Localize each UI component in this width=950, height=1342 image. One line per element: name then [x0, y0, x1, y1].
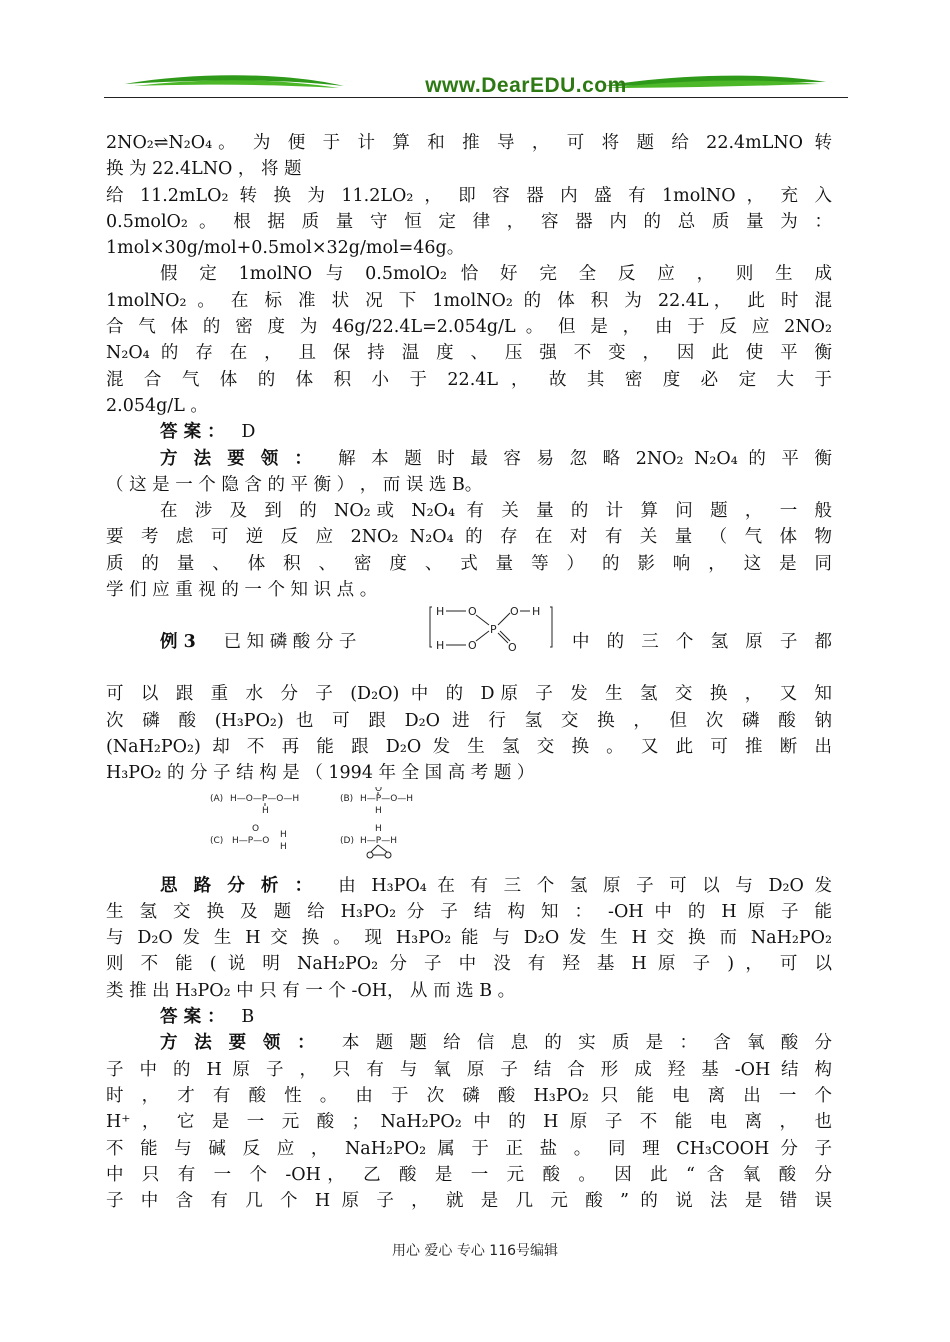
- text-line: 假 定 1molNO 与 0.5molO₂ 恰 好 完 全 反 应 ， 则 生 成: [160, 264, 832, 285]
- answer-line: [106, 419, 832, 445]
- svg-text:H: H: [280, 829, 287, 840]
- text-line: 与 D₂O 发 生 H 交 换 。 现 H₃PO₂ 能 与 D₂O 发 生 H 交 换 而 NaH₂PO₂: [106, 928, 832, 949]
- method-text: 本 题 题 给 信 息 的 实 质 是 ： 含 氧 酸 分: [341, 1033, 832, 1054]
- answer-options-figure: [210, 787, 832, 873]
- method-line: [106, 446, 832, 472]
- option-d-label: (D): [340, 835, 354, 846]
- answer-value: D: [241, 422, 256, 443]
- text-line: 次 磷 酸 (H₃PO₂) 也 可 跟 D₂O 进 行 氢 交 换 ， 但 次 磷 酸 钠: [106, 710, 832, 731]
- text-line: 要 考 虑 可 逆 反 应 2NO₂ N₂O₄ 的 存 在 对 有 关 量 （ 气 体 物: [106, 527, 832, 548]
- svg-text:O: O: [375, 786, 383, 794]
- text-line: 可 以 跟 重 水 分 子 (D₂O) 中 的 D原 子 发 生 氢 交 换 ， 又 知: [106, 684, 832, 705]
- text-line: 时 ， 才 有 酸 性 。 由 于 次 磷 酸 H₃PO₂ 只 能 电 离 出 一 个: [106, 1085, 832, 1106]
- text-line: 合 气 体 的 密 度 为 46g/22.4L=2.054g/L 。 但 是 ， 由 于 反 应 2NO₂: [106, 317, 832, 338]
- example-label: 例 3: [160, 632, 196, 653]
- text-line: 1mol×30g/mol+0.5mol×32g/mol=46g。: [106, 238, 465, 259]
- text-line: (NaH₂PO₂) 却 不 再 能 跟 D₂O 发 生 氢 交 换 。 又 此 可 推 断 出: [106, 736, 832, 757]
- text-line: 0.5molO₂ 。 根 据 质 量 守 恒 定 律 ， 容 器 内 的 总 质 量 为 ：: [106, 211, 832, 232]
- struct-atom-label: H: [532, 605, 541, 619]
- text-line: 在 涉 及 到 的 NO₂或 N₂O₄ 有 关 量 的 计 算 问 题 ， 一 般: [160, 501, 832, 522]
- struct-atom-label: O: [468, 639, 477, 653]
- text-line: 子 中 含 有 几 个 H 原 子 ， 就 是 几 元 酸 ” 的 说 法 是 错 误: [106, 1191, 832, 1212]
- text-line: N₂O₄ 的 存 在 ， 且 保 持 温 度 、 压 强 不 变 ， 因 此 使 平 衡: [106, 343, 832, 364]
- text-line: 给 11.2mLO₂ 转 换 为 11.2LO₂ ， 即 容 器 内 盛 有 1molNO ， 充 入: [106, 185, 832, 206]
- analysis-label: 思 路 分 析 ：: [160, 875, 318, 896]
- svg-text:H: H: [375, 805, 382, 816]
- answer-label: 答 案 ：: [160, 1007, 225, 1028]
- header-rule: [104, 97, 848, 98]
- method-label: 方 法 要 领 ：: [160, 448, 317, 469]
- text-line: 换 为 22.4LNO ， 将 题: [106, 159, 302, 180]
- text-line: 质 的 量 、 体 积 、 密 度 、 式 量 等 ） 的 影 响 ， 这 是 同: [106, 553, 832, 574]
- answer-value: B: [241, 1007, 255, 1028]
- text-line: 类 推 出 H₃PO₂ 中 只 有 一 个 -OH， 从 而 选 B 。: [106, 980, 516, 1001]
- svg-text:H—P—O: H—P—O: [232, 835, 270, 846]
- text-line: 2.054g/L 。: [106, 395, 208, 416]
- text-line: 混 合 气 体 的 体 积 小 于 22.4L ， 故 其 密 度 必 定 大 于: [106, 369, 832, 390]
- option-a-label: (A): [210, 793, 224, 804]
- analysis-line: [106, 873, 832, 899]
- text-line: 不 能 与 碱 反 应 ， NaH₂PO₂ 属 于 正 盐 。 同 理 CH₃COOH 分 子: [106, 1138, 832, 1159]
- text-line: H₃PO₂ 的 分 子 结 构 是 （ 1994 年 全 国 高 考 题 ）: [106, 763, 535, 784]
- site-header: [104, 64, 848, 104]
- analysis-text: 由 H₃PO₄ 在 有 三 个 氢 原 子 可 以 与 D₂O 发: [338, 875, 832, 896]
- svg-text:H: H: [375, 823, 382, 834]
- method-line: [106, 1030, 832, 1056]
- answer-label: 答 案 ：: [160, 422, 225, 443]
- struct-atom-label: O: [510, 605, 519, 619]
- svg-text:H: H: [262, 805, 269, 816]
- answer-line: [106, 1004, 832, 1030]
- option-c-label: (C): [210, 835, 224, 846]
- option-b-formula: H—P—O—H: [360, 793, 414, 804]
- option-structures-icon: [210, 787, 470, 871]
- page-footer: 用心 爱心 专心 116号编辑: [391, 1243, 559, 1259]
- text-line: 1molNO₂ 。 在 标 准 状 况 下 1molNO₂ 的 体 积 为 22.4L， 此 时 混: [106, 290, 832, 311]
- svg-text:O: O: [252, 823, 260, 834]
- method-label: 方 法 要 领 ：: [160, 1033, 321, 1054]
- example-3-row: [106, 603, 832, 681]
- site-logo-text: www.DearEDU.com: [425, 74, 627, 97]
- text-line: 2NO₂⇌N₂O₄。 为 便 于 计 算 和 推 导 ， 可 将 题 给 22.4mLNO 转: [106, 133, 832, 153]
- option-b-label: (B): [340, 793, 354, 804]
- svg-text:H—P—H: H—P—H: [360, 835, 397, 846]
- struct-atom-label: O: [508, 641, 517, 655]
- example-text: 已 知 磷 酸 分 子: [223, 632, 357, 653]
- text-line: 则 不 能 ( 说 明 NaH₂PO₂ 分 子 中 没 有 羟 基 H 原 子 ) ， 可 以: [106, 954, 832, 975]
- text-line: H⁺ ， 它 是 一 元 酸 ； NaH₂PO₂ 中 的 H 原 子 不 能 电 离 ， 也: [106, 1112, 832, 1133]
- struct-atom-label: H: [436, 639, 445, 653]
- struct-atom-label: O: [468, 605, 477, 619]
- text-line: 子 中 的 H 原 子 ， 只 有 与 氧 原 子 结 合 形 成 羟 基 -OH 结 构: [106, 1059, 832, 1080]
- text-line: 中 只 有 一 个 -OH， 乙 酸 是 一 元 酸 。 因 此 “ 含 氧 酸 分: [106, 1164, 832, 1185]
- text-line: 生 氢 交 换 及 题 给 H₃PO₂ 分 子 结 构 知 ： -OH 中 的 H 原 子 能: [106, 901, 832, 922]
- struct-atom-label: P: [490, 623, 497, 637]
- example-3-line-tail: 中 的 三 个 氢 原 子 都: [572, 632, 832, 653]
- struct-atom-label: H: [436, 605, 445, 619]
- text-line: 学 们 应 重 视 的 一 个 知 识 点 。: [106, 580, 378, 601]
- document-body: [106, 130, 832, 1214]
- svg-text:H: H: [280, 841, 287, 852]
- method-text: 解 本 题 时 最 容 易 忽 略 2NO₂ N₂O₄ 的 平 衡: [338, 448, 832, 469]
- option-a-formula: H—O—P—O—H: [230, 793, 300, 804]
- text-line: （ 这 是 一 个 隐 含 的 平 衡 ） ， 而 误 选 B。: [106, 474, 483, 495]
